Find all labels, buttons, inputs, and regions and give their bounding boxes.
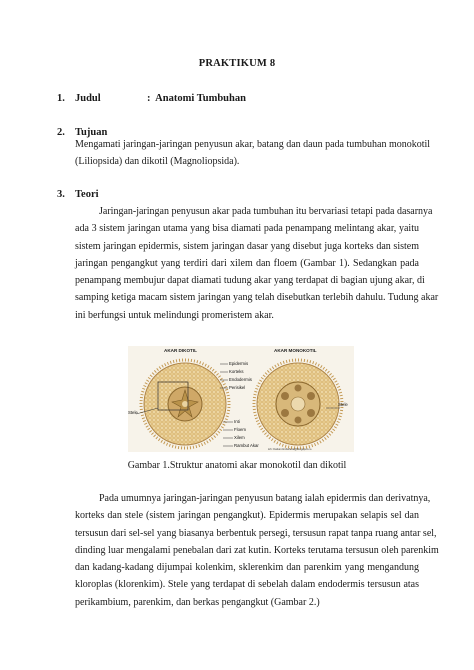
- figure-label: Stele: [128, 410, 138, 415]
- judul-value: Anatomi Tumbuhan: [155, 93, 246, 104]
- section-label: Tujuan: [75, 127, 108, 138]
- judul-value-line: [147, 93, 246, 104]
- figure-caption: Gambar 1.Struktur anatomi akar monokotil dan dikotil: [127, 460, 347, 471]
- text-line: Pada umumnya jaringan-jaringan penyusun batang ialah epidermis dan derivatnya,: [99, 493, 431, 504]
- teori-paragraph-2: [75, 490, 439, 611]
- figure-label: Rambut Akar: [234, 443, 259, 448]
- text-line: jaringan pengangkut yang terdiri dari xilem dan floem (Gambar 1). Sedangkan pada: [75, 257, 419, 269]
- page-title: PRAKTIKUM 8: [198, 58, 276, 69]
- section-judul: [57, 93, 101, 104]
- section-number: 2.: [57, 127, 65, 138]
- text-line: Jaringan-jaringan penyusun akar pada tumbuhan itu bervariasi tetapi pada dasarnya: [99, 206, 433, 217]
- text-line: perikambium, parenkim, dan berkas pengangkut (Gambar 2.): [75, 596, 320, 608]
- figure-label: Endodermis: [229, 377, 252, 382]
- teori-paragraph-1: [75, 203, 439, 324]
- text-line: (Liliopsida) dan dikotil (Magnoliopsida).: [75, 156, 240, 168]
- section-number: 1.: [57, 93, 65, 104]
- text-line: dan kadang-kadang dijumpai kolenkim, sklerenkim dan parenkim yang mengandung: [75, 562, 419, 574]
- tujuan-paragraph: [75, 136, 431, 171]
- figure-label: Epidermis: [229, 361, 249, 366]
- section-label: Teori: [75, 189, 99, 200]
- text-line: kloroplas (klorenkim). Stele yang terdapat di sebelah dalam endodermis tersusun atas: [75, 579, 419, 591]
- text-line: sistem jaringan epidermis, sistem jaringan dasar yang disebut juga korteks dan sistem: [75, 240, 419, 252]
- figure-label: Stele: [338, 402, 348, 407]
- figure-label: Floem: [234, 427, 246, 432]
- figure-title-dicot: AKAR DIKOTIL: [164, 348, 197, 353]
- section-label: Judul: [75, 93, 101, 104]
- section-number: 3.: [57, 189, 65, 200]
- text-line: korteks dan stele (sistem jaringan pengangkut). Epidermis merupakan selapis sel dan: [75, 510, 419, 522]
- judul-separator: :: [147, 93, 151, 104]
- text-line: ini berfungsi untuk melindungi promeristem akar.: [75, 309, 274, 321]
- text-line: Mengamati jaringan-jaringan penyusun akar, batang dan daun pada tumbuhan monokotil: [75, 139, 431, 150]
- figure-credit: Lih: Kaliumrimbaheta@blogspot.co: [268, 447, 312, 451]
- figure-title-monocot: AKAR MONOKOTIL: [274, 348, 317, 353]
- text-line: penampang membujur dapat diamati tudung akar yang terdapat di bagian ujung akar, di: [75, 275, 425, 287]
- figure-label: Perisikel: [229, 385, 246, 390]
- figure-label: Korteks: [229, 369, 244, 374]
- text-line: tersusun dari sel-sel yang biasanya berbentuk persegi, tersusun rapat tanpa ruang antar sel,: [75, 527, 437, 539]
- text-line: samping ketiga macam sistem jaringan yang telah disebutkan terlebih dahulu. Tudung akar: [75, 292, 439, 304]
- figure-label: Xilem: [234, 435, 245, 440]
- root-anatomy-figure: [128, 346, 354, 452]
- text-line: ada 3 sistem jaringan utama yang bisa diamati pada penampang melintang akar, yaitu: [75, 223, 419, 235]
- figure-label: Inti: [234, 419, 240, 424]
- section-teori: [57, 189, 99, 200]
- text-line: dinding luar mengalami penebalan dari zat kutin. Korteks terutama tersusun oleh parenkim: [75, 544, 439, 556]
- root-anatomy-illustration: [128, 346, 354, 452]
